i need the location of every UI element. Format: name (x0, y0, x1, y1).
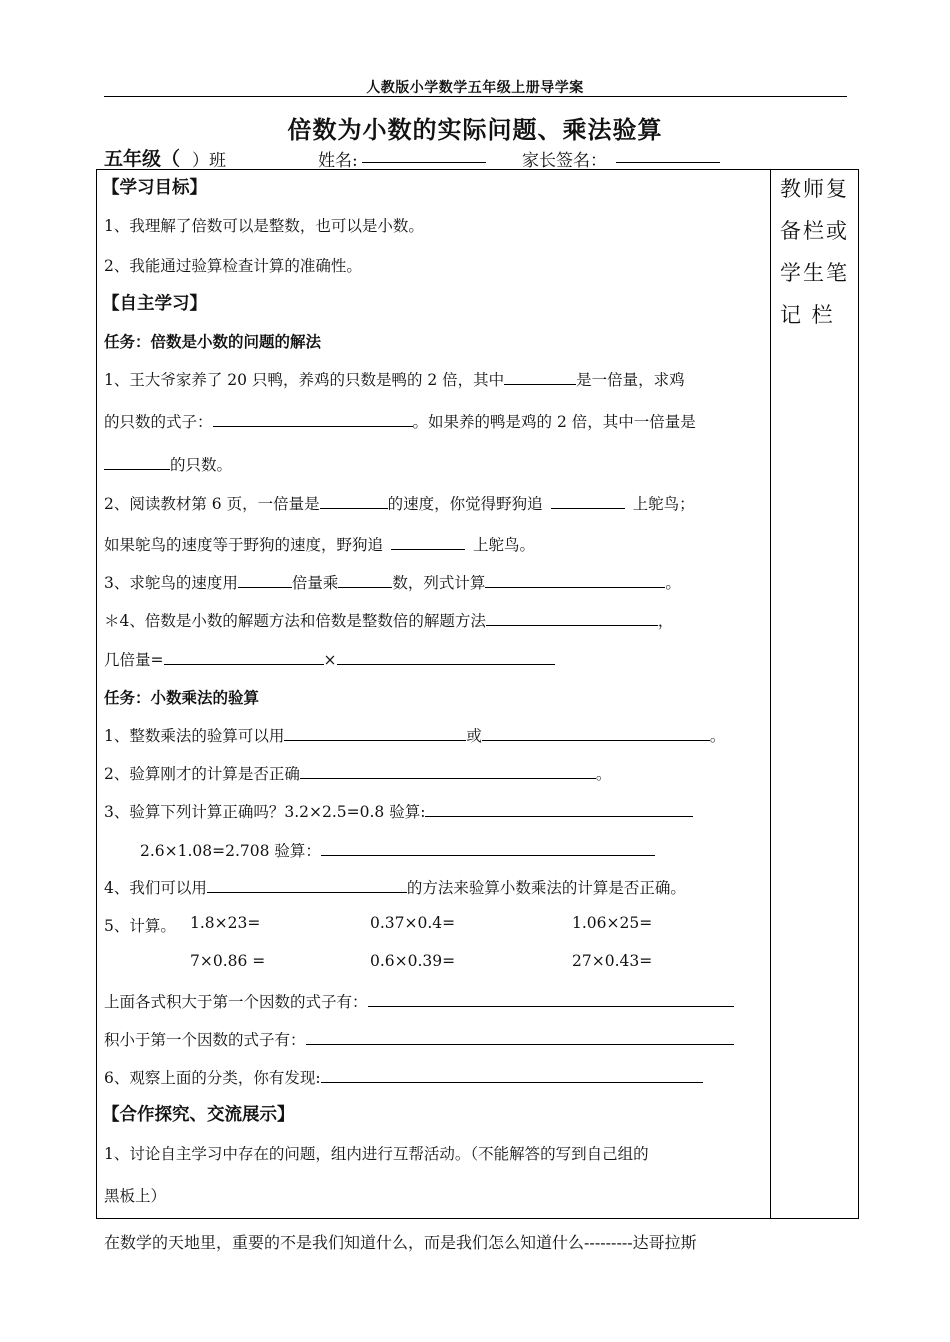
cooperate-q1-line1: 1、讨论自主学习中存在的问题，组内进行互帮活动。（不能解答的写到自己组的 (104, 1145, 649, 1163)
task1-q4-line2: 几倍量= × (104, 648, 555, 670)
class-label: ）班 (192, 151, 226, 171)
answer-blank[interactable] (238, 573, 292, 588)
task2-heading: 任务：小数乘法的验算 (104, 689, 260, 707)
calc-label: 5、计算。 (104, 917, 176, 935)
task2-q6: 6、观察上面的分类，你有发现: (104, 1066, 703, 1088)
calc-item: 1.8×23= (190, 914, 261, 932)
notes-column-divider (770, 169, 771, 1219)
teacher-notes-column (780, 168, 854, 336)
task2-q3-line2: 2.6×1.08=2.708 验算： (140, 839, 655, 861)
answer-blank[interactable] (425, 802, 693, 817)
calc-item: 0.6×0.39= (370, 952, 456, 970)
name-label: 姓名: (318, 151, 358, 171)
student-info-row (104, 146, 844, 171)
worksheet-title: 倍数为小数的实际问题、乘法验算 (287, 116, 663, 144)
cooperate-heading: 【合作探究、交流展示】 (102, 1105, 295, 1125)
answer-blank[interactable] (213, 412, 413, 427)
self-study-heading: 【自主学习】 (102, 294, 207, 314)
task2-q2: 2、验算刚才的计算是否正确 。 (104, 765, 612, 783)
parent-signature-blank[interactable] (616, 162, 720, 163)
task1-heading: 任务：倍数是小数的问题的解法 (104, 333, 322, 351)
answer-blank[interactable] (482, 726, 710, 741)
answer-blank[interactable] (300, 764, 596, 779)
calc-item: 7×0.86 = (190, 952, 266, 970)
task1-q3: 3、求鸵鸟的速度用 倍量乘 数，列式计算 。 (104, 574, 681, 592)
grade-label: 五年级（ (104, 148, 181, 170)
footer-quote: 在数学的天地里，重要的不是我们知道什么，而是我们怎么知道什么---------达哥拉斯 (104, 1233, 697, 1252)
goal-item: 2、我能通过验算检查计算的准确性。 (104, 257, 362, 275)
side-note-line: 教师复 (780, 177, 849, 201)
cooperate-q1-line2: 黑板上） (104, 1187, 167, 1205)
task1-q2-line2: 如果鸵鸟的速度等于野狗的速度，野狗追 上鸵鸟。 (104, 536, 536, 554)
task2-q4: 4、我们可以用 的方法来验算小数乘法的计算是否正确。 (104, 879, 686, 897)
answer-blank[interactable] (104, 455, 170, 470)
goal-item: 1、我理解了倍数可以是整数，也可以是小数。 (104, 217, 424, 235)
header-rule (104, 96, 847, 97)
answer-blank[interactable] (391, 535, 465, 550)
calc-item: 0.37×0.4= (370, 914, 456, 932)
answer-blank[interactable] (337, 650, 555, 665)
answer-blank[interactable] (207, 878, 407, 893)
task1-q2-line1: 2、阅读教材第 6 页，一倍量是 的速度，你觉得野狗追 上鸵鸟； (104, 495, 695, 513)
name-blank[interactable] (362, 162, 486, 163)
less-than-line: 积小于第一个因数的式子有： (104, 1028, 734, 1050)
side-note-line: 记 栏 (780, 303, 835, 327)
task1-q1-line1: 1、王大爷家养了 20 只鸭，养鸡的只数是鸭的 2 倍，其中 是一倍量，求鸡 (104, 371, 685, 389)
answer-blank[interactable] (321, 841, 655, 856)
side-note-line: 学生笔 (780, 261, 849, 285)
answer-blank[interactable] (284, 726, 466, 741)
answer-blank[interactable] (368, 992, 734, 1007)
calc-item: 1.06×25= (572, 914, 653, 932)
task1-q1-line3: 的只数。 (104, 453, 232, 475)
calc-item: 27×0.43= (572, 952, 653, 970)
answer-blank[interactable] (551, 494, 625, 509)
task1-q1-line2: 的只数的式子： 。如果养的鸭是鸡的 2 倍，其中一倍量是 (104, 413, 696, 431)
task1-q4-line1: ＊4、倍数是小数的解题方法和倍数是整数倍的解题方法 ， (104, 612, 674, 630)
answer-blank[interactable] (321, 1068, 703, 1083)
answer-blank[interactable] (485, 573, 665, 588)
answer-blank[interactable] (306, 1030, 734, 1045)
side-note-line: 备栏或 (780, 219, 849, 243)
goals-heading: 【学习目标】 (102, 178, 207, 198)
answer-blank[interactable] (164, 650, 324, 665)
task2-q3-line1: 3、验算下列计算正确吗？3.2×2.5=0.8 验算: (104, 800, 693, 822)
answer-blank[interactable] (486, 611, 658, 626)
answer-blank[interactable] (320, 494, 388, 509)
page-header: 人教版小学数学五年级上册导学案 (366, 80, 584, 96)
parent-signature-label: 家长签名： (522, 151, 607, 171)
answer-blank[interactable] (504, 370, 576, 385)
greater-than-line: 上面各式积大于第一个因数的式子有： (104, 990, 734, 1012)
answer-blank[interactable] (338, 573, 392, 588)
task2-q1: 1、整数乘法的验算可以用 或 。 (104, 727, 726, 745)
